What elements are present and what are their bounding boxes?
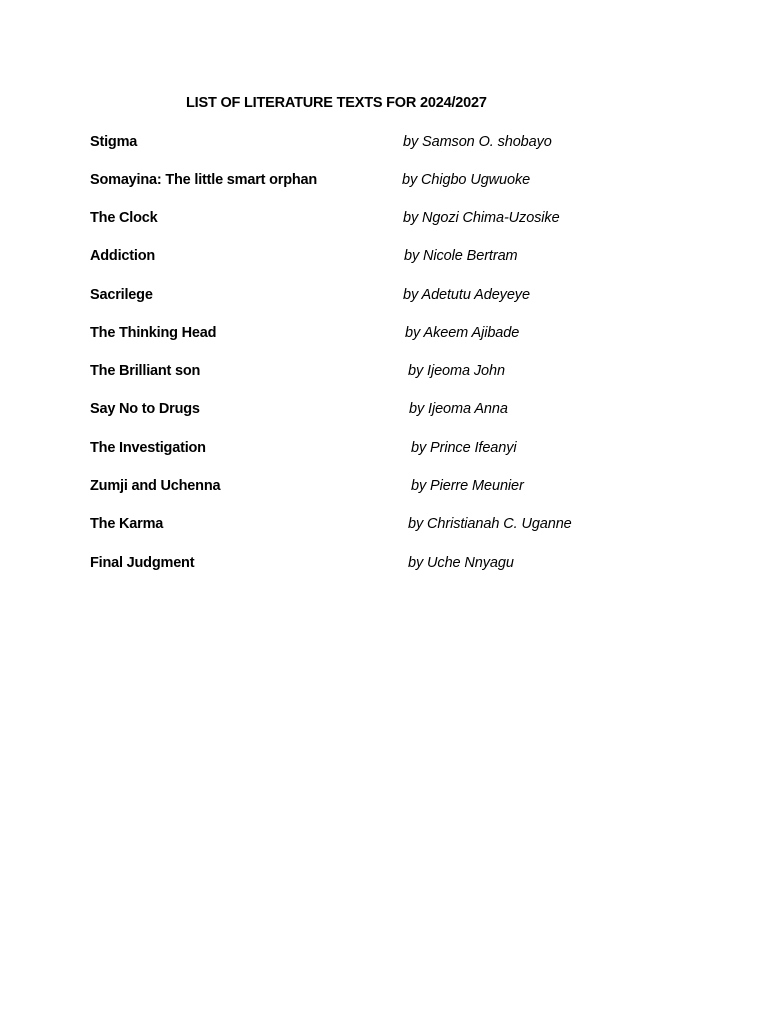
entry-title: Sacrilege [90, 287, 153, 303]
entry-author: by Prince Ifeanyi [411, 440, 517, 456]
entry-author: by Ijeoma Anna [409, 401, 508, 417]
entry-title: The Brilliant son [90, 363, 201, 379]
entry-title: Addiction [90, 248, 156, 264]
entry-author: by Adetutu Adeyeye [403, 287, 530, 303]
entry-title: The Investigation [90, 440, 206, 456]
entry-title: Say No to Drugs [90, 401, 200, 417]
entry-author: by Christianah C. Uganne [408, 516, 572, 532]
entry-title: The Clock [90, 210, 158, 226]
entry-title: Zumji and Uchenna [90, 478, 221, 494]
entry-title: Final Judgment [90, 555, 195, 571]
entry-author: by Samson O. shobayo [403, 134, 552, 150]
document-title: LIST OF LITERATURE TEXTS FOR 2024/2027 [186, 95, 487, 111]
entry-title: The Thinking Head [90, 325, 217, 341]
entry-author: by Pierre Meunier [411, 478, 524, 494]
entry-author: by Ijeoma John [408, 363, 505, 379]
entry-author: by Akeem Ajibade [405, 325, 520, 341]
entry-title: Stigma [90, 134, 138, 150]
entry-author: by Ngozi Chima-Uzosike [403, 210, 560, 226]
entry-author: by Nicole Bertram [404, 248, 518, 264]
entry-author: by Chigbo Ugwuoke [402, 172, 531, 188]
entry-author: by Uche Nnyagu [408, 555, 514, 571]
entry-title: Somayina: The little smart orphan [90, 172, 318, 188]
entry-title: The Karma [90, 516, 164, 532]
